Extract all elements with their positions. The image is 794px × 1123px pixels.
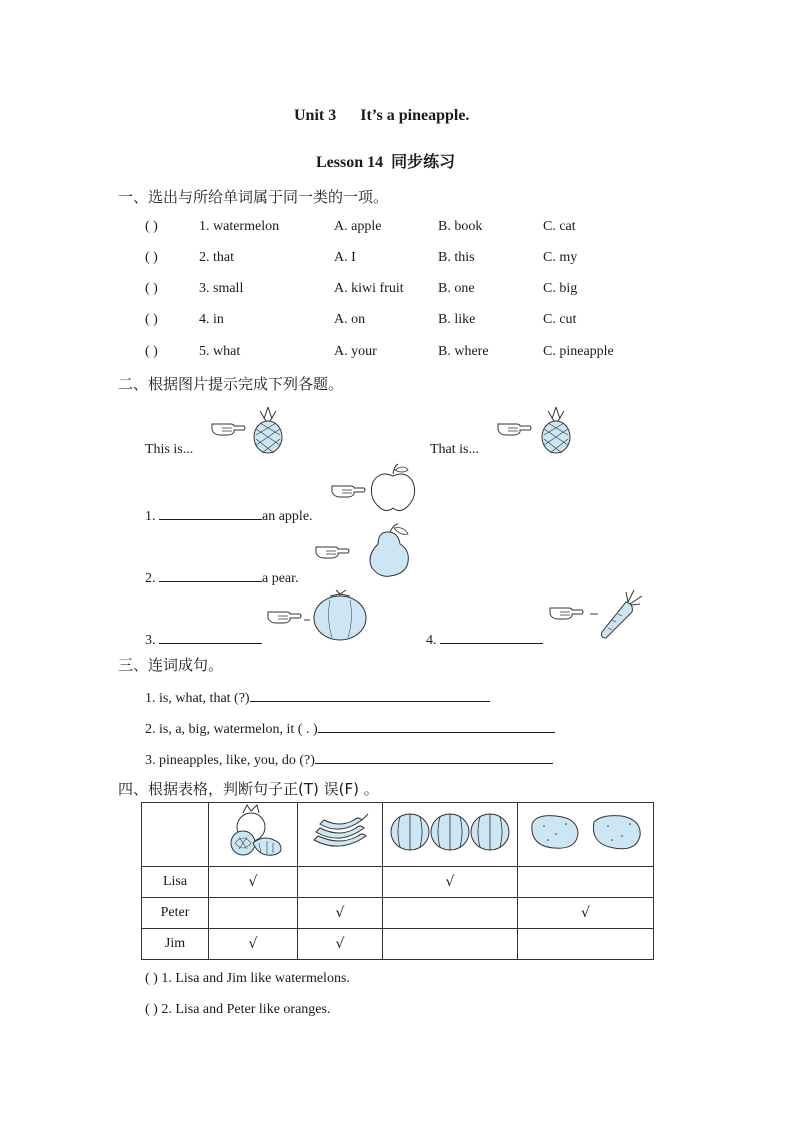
tomato-icon	[312, 588, 368, 642]
question-word: 1. watermelon	[199, 219, 280, 234]
pointing-hand-icon	[314, 541, 350, 561]
person-name: Lisa	[142, 867, 209, 898]
q2-answer-blank[interactable]	[159, 567, 262, 582]
bananas-icon	[310, 810, 370, 854]
answer-bracket[interactable]: ( )	[145, 281, 158, 296]
option-c: C. my	[543, 250, 578, 265]
pineapple-icon	[536, 405, 576, 455]
question-word: 3. small	[199, 281, 244, 296]
table-cell	[209, 929, 298, 960]
option-b: B. where	[438, 344, 489, 359]
section3-heading: 三、连词成句。	[118, 656, 224, 674]
s3-item-1	[145, 687, 490, 707]
pointing-hand-icon	[210, 418, 246, 438]
q2-number: 2.	[145, 571, 156, 586]
table-cell	[298, 898, 383, 929]
question-word: 2. that	[199, 250, 234, 265]
section1-heading: 一、选出与所给单词属于同一类的一项。	[118, 188, 389, 206]
q3-number: 3.	[145, 633, 156, 648]
option-c: C. cut	[543, 312, 577, 327]
answer-bracket[interactable]: ( )	[145, 344, 158, 359]
table-cell	[383, 867, 518, 898]
lesson-title: Lesson 14 同步练习	[316, 154, 456, 171]
person-name: Peter	[142, 898, 209, 929]
table-cell	[518, 929, 654, 960]
s3-item-text: 3. pineapples, like, you, do (?)	[145, 753, 315, 768]
pineapple-icon	[248, 405, 288, 455]
s3-item-text: 2. is, a, big, watermelon, it ( . )	[145, 722, 318, 737]
potatoes-icon	[526, 810, 646, 854]
table-row	[142, 867, 654, 898]
option-a: A. I	[334, 250, 356, 265]
pointing-hand-icon	[496, 418, 532, 438]
oranges-icon	[213, 803, 293, 861]
table-cell	[209, 898, 298, 929]
s3-item-text: 1. is, what, that (?)	[145, 691, 250, 706]
check-mark: √	[445, 873, 455, 890]
statement-text: 1. Lisa and Jim like watermelons.	[161, 971, 350, 986]
question-word: 4. in	[199, 312, 224, 327]
watermelons-icon	[388, 810, 512, 854]
option-a: A. apple	[334, 219, 382, 234]
pear-icon	[364, 522, 412, 578]
person-name: Jim	[142, 929, 209, 960]
check-mark: √	[248, 935, 258, 952]
carrot-icon	[598, 588, 644, 640]
option-b: B. one	[438, 281, 475, 296]
table-row	[142, 898, 654, 929]
table-body	[142, 867, 654, 960]
q4-answer-blank[interactable]	[440, 629, 543, 644]
table-corner-cell	[142, 803, 209, 867]
apple-icon	[368, 462, 418, 514]
option-b: B. book	[438, 219, 483, 234]
q2-line	[145, 567, 299, 587]
check-mark: √	[335, 904, 345, 921]
answer-bracket[interactable]: ( )	[145, 312, 158, 327]
likes-table	[141, 802, 654, 960]
check-mark: √	[248, 873, 258, 890]
answer-bracket[interactable]: ( )	[145, 219, 158, 234]
option-b: B. like	[438, 312, 476, 327]
q1-number: 1.	[145, 509, 156, 524]
check-mark: √	[335, 935, 345, 952]
table-cell	[209, 867, 298, 898]
example-that: That is...	[430, 442, 479, 457]
answer-bracket[interactable]: ( )	[145, 1002, 158, 1017]
statement-text: 2. Lisa and Peter like oranges.	[161, 1002, 331, 1017]
example-this: This is...	[145, 442, 194, 457]
table-header-cell	[383, 803, 518, 867]
table-cell	[518, 867, 654, 898]
option-a: A. your	[334, 344, 377, 359]
s3-item-2	[145, 718, 555, 738]
pointing-hand-icon	[548, 602, 600, 622]
table-row	[142, 929, 654, 960]
pointing-hand-icon	[266, 606, 312, 626]
s4-statement-1	[145, 971, 350, 987]
table-cell	[383, 929, 518, 960]
option-c: C. big	[543, 281, 578, 296]
table-cell	[298, 929, 383, 960]
option-b: B. this	[438, 250, 475, 265]
pointing-hand-icon	[330, 480, 366, 500]
q3-answer-blank[interactable]	[159, 629, 262, 644]
table-header-row	[142, 803, 654, 867]
s4-statement-2	[145, 1002, 330, 1018]
answer-bracket[interactable]: ( )	[145, 250, 158, 265]
table-header-cell	[298, 803, 383, 867]
table-header-cell	[518, 803, 654, 867]
s3-item-3	[145, 749, 553, 769]
s3-answer-blank[interactable]	[318, 718, 555, 733]
unit-title: Unit 3 It’s a pineapple.	[294, 107, 470, 124]
check-mark: √	[581, 904, 590, 921]
q1-text: an apple.	[262, 509, 313, 524]
option-c: C. cat	[543, 219, 576, 234]
s3-answer-blank[interactable]	[250, 687, 490, 702]
option-a: A. kiwi fruit	[334, 281, 404, 296]
q2-text: a pear.	[262, 571, 299, 586]
q1-line	[145, 505, 313, 525]
table-cell	[298, 867, 383, 898]
q3-line	[145, 629, 262, 649]
section4-heading: 四、根据表格，判断句子正(T) 误(F) 。	[118, 780, 379, 798]
option-c: C. pineapple	[543, 344, 614, 359]
table-cell	[518, 898, 654, 929]
table-cell	[383, 898, 518, 929]
q1-answer-blank[interactable]	[159, 505, 262, 520]
s3-answer-blank[interactable]	[315, 749, 553, 764]
option-a: A. on	[334, 312, 366, 327]
table-header-cell	[209, 803, 298, 867]
q4-number: 4.	[426, 633, 437, 648]
q4-line	[426, 629, 543, 649]
question-word: 5. what	[199, 344, 241, 359]
answer-bracket[interactable]: ( )	[145, 971, 158, 986]
section2-heading: 二、根据图片提示完成下列各题。	[118, 375, 344, 393]
